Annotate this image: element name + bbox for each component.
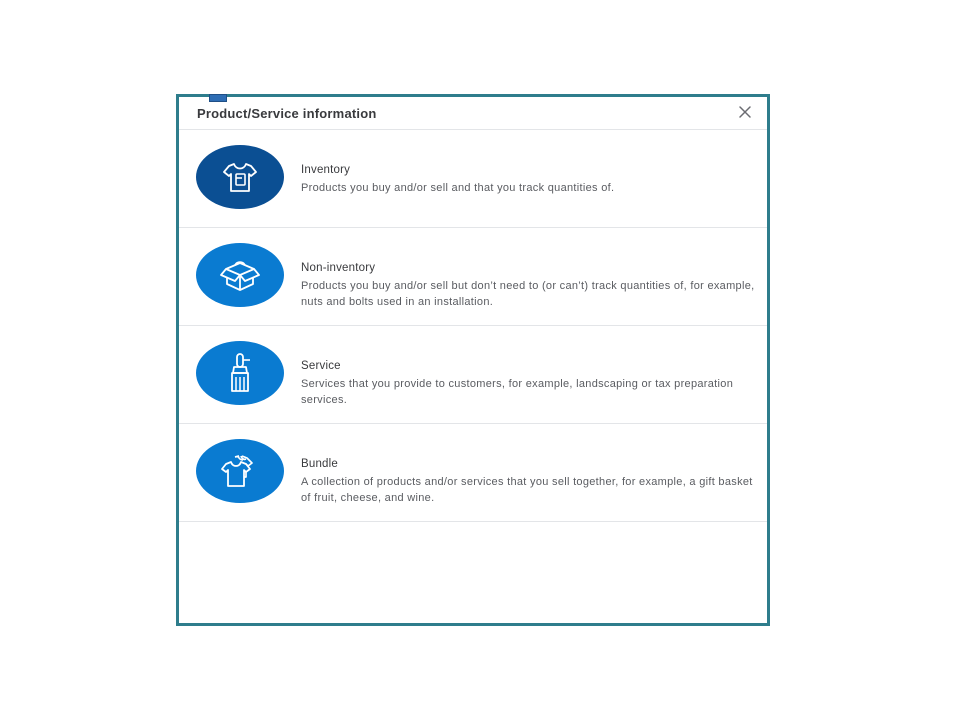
- option-non-inventory[interactable]: [179, 228, 767, 326]
- option-service-text: [301, 360, 757, 408]
- product-service-dialog: [176, 94, 770, 626]
- two-shirts-icon: [217, 451, 263, 491]
- option-bundle-text: [301, 458, 757, 506]
- dialog-title: Product/Service information: [197, 106, 377, 121]
- close-icon[interactable]: [737, 104, 753, 120]
- option-description: Services that you provide to customers, for example, landscaping or tax preparation services.: [301, 378, 734, 406]
- tshirt-tag-icon: [220, 157, 260, 197]
- option-non-inventory-text: [301, 262, 757, 310]
- option-title: Service: [301, 360, 341, 372]
- option-description: A collection of products and/or services that you sell together, for example, a gift basket of fruit, cheese, and wine.: [301, 476, 753, 504]
- open-box-icon: [218, 255, 262, 295]
- option-bundle[interactable]: [179, 424, 767, 522]
- option-inventory-text: [301, 164, 757, 196]
- option-description: Products you buy and/or sell and that you track quantities of.: [301, 182, 615, 194]
- option-title: Bundle: [301, 458, 339, 470]
- non-inventory-icon-circle: [196, 243, 284, 307]
- inventory-icon-circle: [196, 145, 284, 209]
- option-title: Non-inventory: [301, 262, 376, 274]
- option-title: Inventory: [301, 164, 351, 176]
- paintbrush-icon: [220, 351, 260, 395]
- service-icon-circle: [196, 341, 284, 405]
- option-description: Products you buy and/or sell but don’t need to (or can’t) track quantities of, for example, nuts and bolts used in an installation.: [301, 280, 755, 308]
- bundle-icon-circle: [196, 439, 284, 503]
- dialog-header: [179, 97, 767, 130]
- option-service[interactable]: [179, 326, 767, 424]
- option-inventory[interactable]: [179, 130, 767, 228]
